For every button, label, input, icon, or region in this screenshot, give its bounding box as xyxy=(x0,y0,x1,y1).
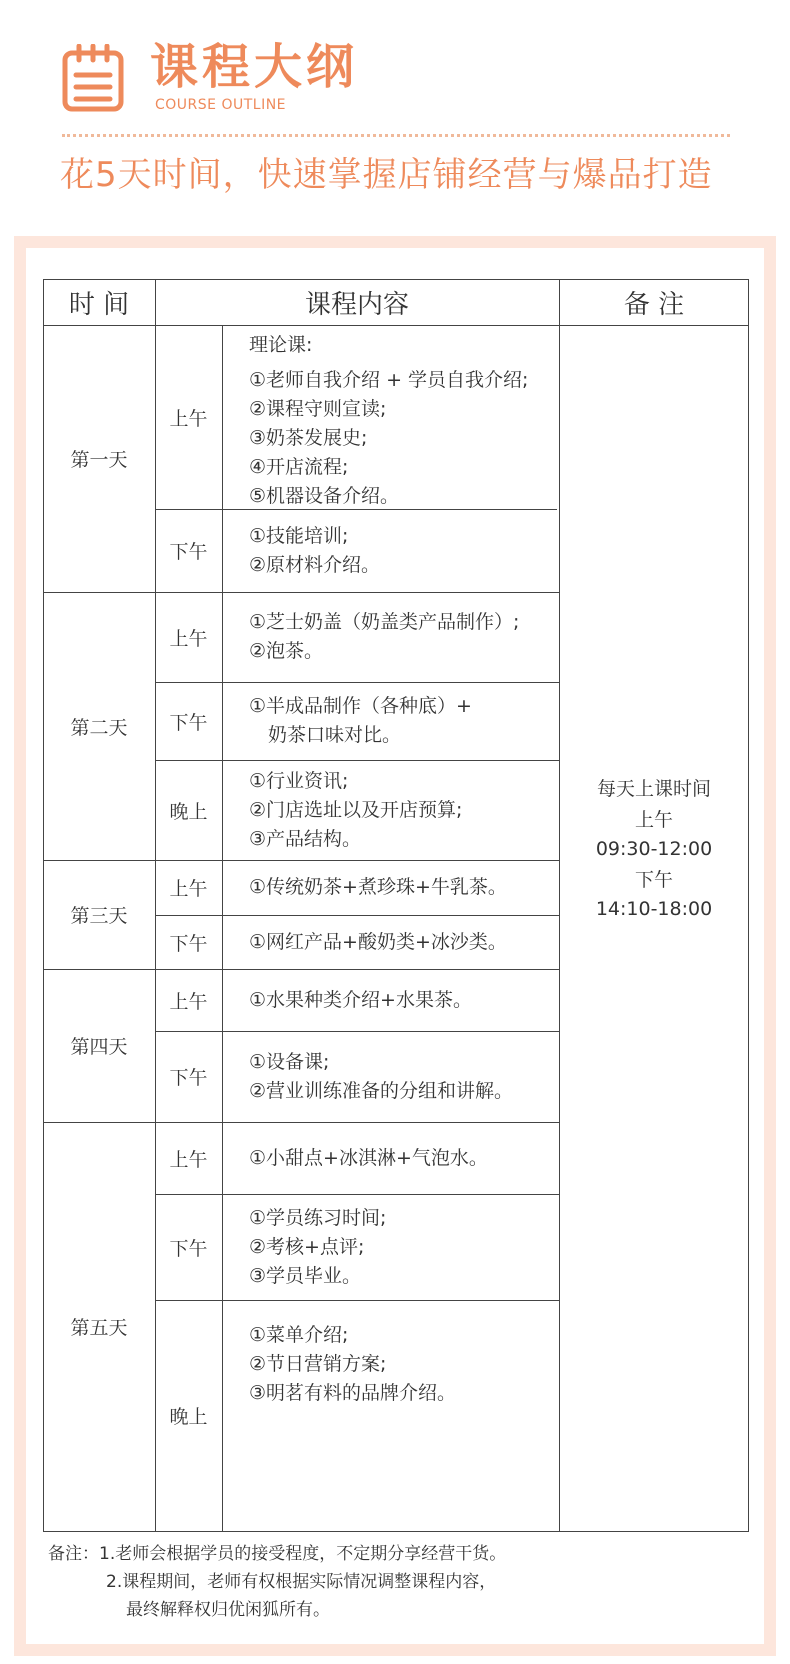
content-line: ③奶茶发展史; xyxy=(249,427,368,449)
slogan: 花5天时间，快速掌握店铺经营与爆品打造 xyxy=(60,155,713,195)
footnote xyxy=(48,1540,506,1624)
header-note: 备 注 xyxy=(623,289,685,320)
content-d5-pm xyxy=(222,1194,559,1300)
class-time-note xyxy=(559,775,749,945)
dotted-divider xyxy=(62,134,730,137)
class-time-title: 每天上课时间 xyxy=(596,778,711,800)
class-time-pm-label: 下午 xyxy=(634,869,673,891)
day-label-4: 第四天 xyxy=(70,1036,128,1058)
period-d5-pm: 下午 xyxy=(169,1237,208,1260)
content-d4-am xyxy=(222,969,559,1031)
day-label-2: 第二天 xyxy=(70,716,128,739)
page-header xyxy=(0,0,790,230)
content-line: ①菜单介绍; xyxy=(249,1323,349,1346)
content-line: ⑤机器设备介绍。 xyxy=(249,485,400,507)
content-line: ①行业资讯; xyxy=(249,769,349,792)
content-line: ①芝士奶盖（奶盖类产品制作）; xyxy=(249,611,520,633)
day-label-5: 第五天 xyxy=(70,1317,128,1339)
header-time: 时 间 xyxy=(68,289,130,320)
content-d2-eve xyxy=(222,760,559,860)
period-d1-pm: 下午 xyxy=(169,541,208,563)
content-line: ②门店选址以及开店预算; xyxy=(249,798,463,821)
content-line: ②泡茶。 xyxy=(249,640,324,662)
content-line: ②营业训练准备的分组和讲解。 xyxy=(249,1079,514,1102)
content-line: ①网红产品+酸奶类+冰沙类。 xyxy=(249,930,507,953)
day-label-1: 第一天 xyxy=(70,449,128,471)
content-line: ①小甜点+冰淇淋+气泡水。 xyxy=(249,1146,488,1169)
content-line: ②节日营销方案; xyxy=(249,1352,387,1375)
period-d5-eve: 晚上 xyxy=(169,1406,208,1428)
content-d3-am xyxy=(222,860,559,915)
page-subtitle: COURSE OUTLINE xyxy=(155,97,287,113)
content-line: ④开店流程; xyxy=(249,456,349,478)
period-d3-am: 上午 xyxy=(169,878,208,900)
content-line: ②课程守则宣读; xyxy=(249,398,387,420)
period-d3-pm: 下午 xyxy=(169,932,208,955)
period-d4-pm: 下午 xyxy=(169,1067,208,1089)
content-d1-pm xyxy=(222,509,559,592)
content-line: ①传统奶茶+煮珍珠+牛乳茶。 xyxy=(249,876,507,898)
content-line: ③产品结构。 xyxy=(249,827,362,850)
content-line: ③学员毕业。 xyxy=(249,1264,362,1287)
content-line: ①技能培训; xyxy=(249,524,349,547)
period-d2-am: 上午 xyxy=(169,627,208,650)
content-d1-am xyxy=(222,325,559,509)
content-d2-am xyxy=(222,592,559,682)
header-content: 课程内容 xyxy=(304,289,409,320)
day-label-3: 第三天 xyxy=(70,905,128,927)
content-d4-pm xyxy=(222,1031,559,1122)
content-line: ①老师自我介绍 + 学员自我介绍; xyxy=(249,369,529,391)
content-line: 理论课: xyxy=(249,334,313,356)
table-border-bottom xyxy=(43,1531,749,1532)
class-time-am-label: 上午 xyxy=(634,809,673,831)
class-time-pm: 14:10-18:00 xyxy=(595,898,713,920)
content-line: 奶茶口味对比。 xyxy=(268,724,402,746)
course-table xyxy=(43,279,749,1532)
content-line: ①水果种类介绍+水果茶。 xyxy=(249,988,472,1011)
content-d5-eve xyxy=(222,1300,559,1428)
footnote-line-2: 2.课程期间，老师有权根据实际情况调整课程内容， xyxy=(106,1572,497,1592)
content-line: ①半成品制作（各种底）+ xyxy=(249,695,472,717)
calendar-list-icon xyxy=(62,44,124,112)
page-title: 课程大纲 xyxy=(150,39,359,95)
content-line: ③明茗有料的品牌介绍。 xyxy=(249,1381,457,1404)
content-line: ②考核+点评; xyxy=(249,1235,365,1258)
footnote-line-3: 最终解释权归优闲狐所有。 xyxy=(126,1600,330,1620)
content-d3-pm xyxy=(222,915,559,969)
class-time-am: 09:30-12:00 xyxy=(595,838,713,860)
period-d4-am: 上午 xyxy=(169,990,208,1013)
content-line: ①学员练习时间; xyxy=(249,1206,387,1229)
content-d2-pm xyxy=(222,682,559,760)
period-d5-am: 上午 xyxy=(169,1148,208,1171)
period-d2-pm: 下午 xyxy=(169,711,208,734)
content-d5-am xyxy=(222,1122,559,1194)
content-line: ①设备课; xyxy=(249,1050,330,1073)
footnote-line-1: 备注：1.老师会根据学员的接受程度，不定期分享经营干货。 xyxy=(48,1544,507,1564)
period-d1-am: 上午 xyxy=(169,407,208,430)
period-d2-eve: 晚上 xyxy=(169,800,208,823)
content-line: ②原材料介绍。 xyxy=(249,553,381,576)
